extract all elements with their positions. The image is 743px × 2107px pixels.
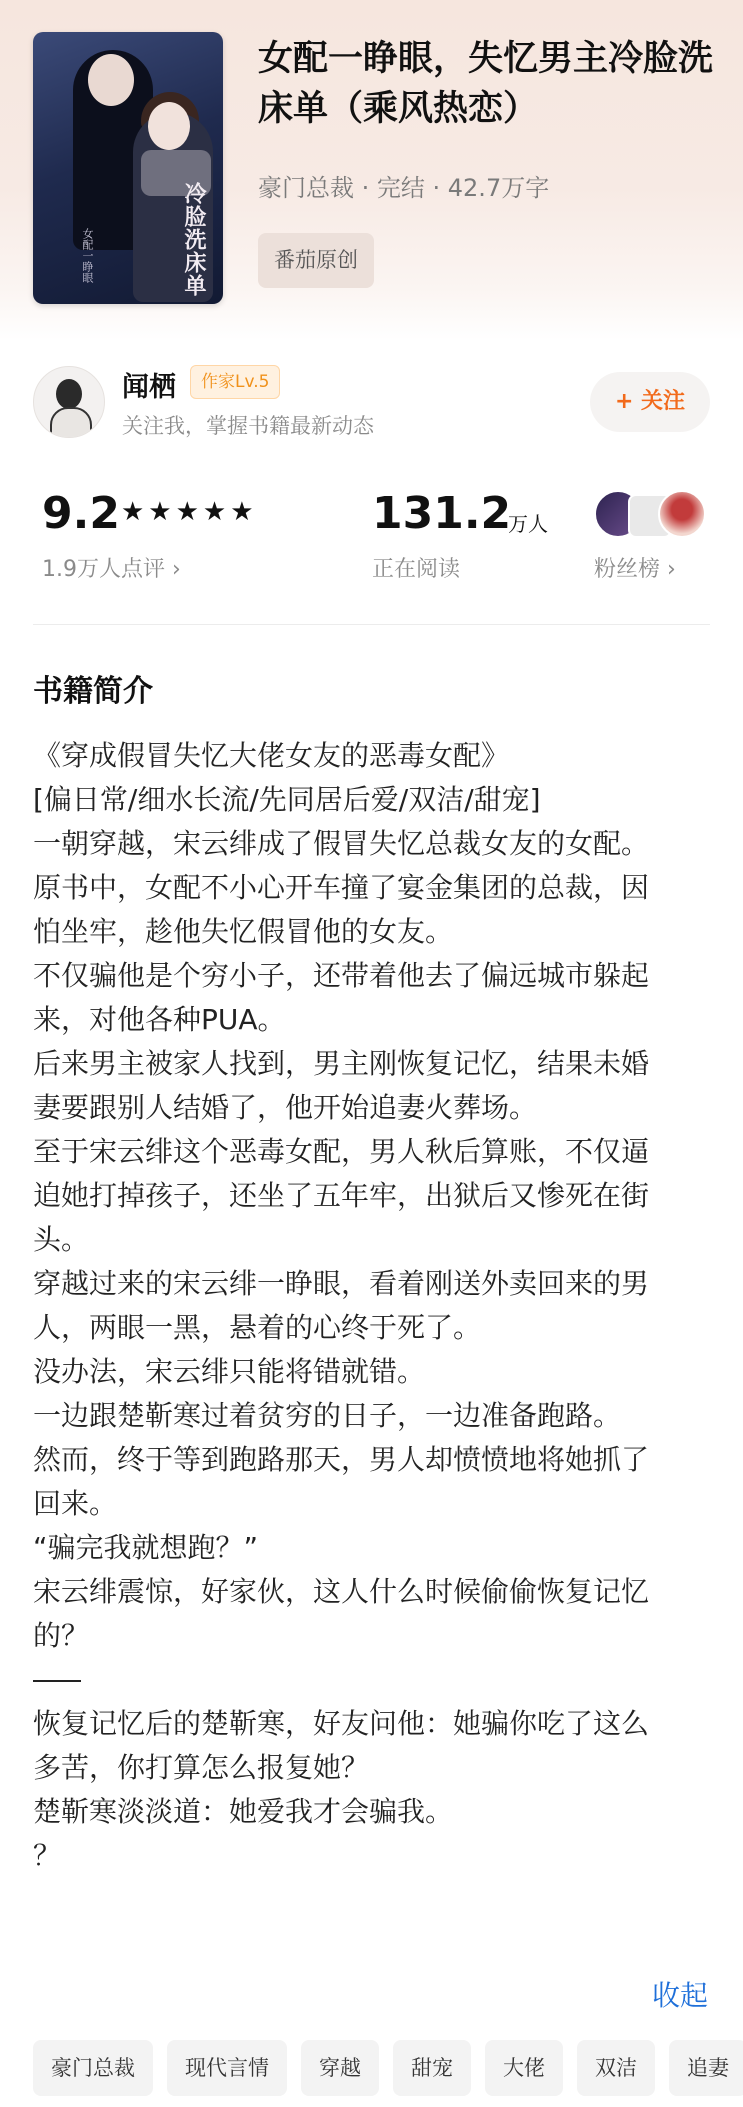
tag-item[interactable]: 现代言情 bbox=[167, 2040, 287, 2096]
intro-line: 原书中，女配不小心开车撞了宴金集团的总裁，因 bbox=[33, 871, 650, 904]
intro-line: “骗完我就想跑？” bbox=[33, 1531, 259, 1564]
intro-line: 来，对他各种PUA。 bbox=[33, 1003, 286, 1036]
cover-title: 冷脸洗床单 bbox=[181, 182, 206, 297]
tag-item[interactable]: 甜宠 bbox=[393, 2040, 471, 2096]
avatar-body bbox=[50, 407, 92, 438]
intro-line: 宋云绯震惊，好家伙，这人什么时候偷偷恢复记忆 bbox=[33, 1575, 650, 1608]
intro-line: 一边跟楚靳寒过着贫穷的日子，一边准备跑路。 bbox=[33, 1399, 622, 1432]
tag-item[interactable]: 追妻 bbox=[669, 2040, 743, 2096]
reading-label: 正在阅读 bbox=[372, 557, 461, 582]
author-name[interactable]: 闻栖 bbox=[122, 372, 176, 403]
follow-button[interactable]: + 关注 bbox=[590, 372, 710, 432]
cover-figure-woman-head bbox=[148, 102, 190, 150]
intro-line: 多苦，你打算怎么报复她？ bbox=[33, 1751, 370, 1784]
collapse-button[interactable]: 收起 bbox=[652, 1979, 709, 2012]
intro-line: 《穿成假冒失忆大佬女友的恶毒女配》 bbox=[33, 739, 510, 772]
intro-line: 后来男主被家人找到，男主刚恢复记忆，结果未婚 bbox=[33, 1047, 650, 1080]
rating-stars: ★★★★★ bbox=[121, 497, 258, 527]
intro-line: 然而，终于等到跑路那天，男人却愤愤地将她抓了 bbox=[33, 1443, 650, 1476]
author-avatar[interactable] bbox=[33, 366, 105, 438]
intro-line: 回来。 bbox=[33, 1487, 118, 1520]
intro-line: 楚靳寒淡淡道：她爱我才会骗我。 bbox=[33, 1795, 454, 1828]
dash-divider bbox=[33, 1680, 81, 1682]
intro-line: 至于宋云绯这个恶毒女配，男人秋后算账，不仅逼 bbox=[33, 1135, 650, 1168]
fans-rank-link[interactable]: 粉丝榜 › bbox=[594, 557, 676, 582]
intro-title: 书籍简介 bbox=[33, 674, 153, 709]
book-cover[interactable] bbox=[33, 32, 223, 304]
intro-text bbox=[33, 734, 717, 1878]
reading-count: 131.2 bbox=[372, 488, 512, 539]
intro-line: 头。 bbox=[33, 1223, 90, 1256]
intro-line: ？ bbox=[33, 1839, 62, 1872]
tag-item[interactable]: 豪门总裁 bbox=[33, 2040, 153, 2096]
intro-line: 没办法，宋云绯只能将错就错。 bbox=[33, 1355, 426, 1388]
intro-line: 一朝穿越，宋云绯成了假冒失忆总裁女友的女配。 bbox=[33, 827, 650, 860]
intro-line: 迫她打掉孩子，还坐了五年牢，出狱后又惨死在街 bbox=[33, 1179, 650, 1212]
intro-line: 的？ bbox=[33, 1619, 90, 1652]
tag-list bbox=[33, 2040, 743, 2096]
intro-line: 怕坐牢，趁他失忆假冒他的女友。 bbox=[33, 915, 454, 948]
fans-avatars[interactable] bbox=[594, 490, 704, 538]
book-title: 女配一睁眼，失忆男主冷脸洗床单（乘风热恋） bbox=[258, 39, 714, 129]
intro-separator bbox=[33, 1658, 717, 1702]
intro-line: 恢复记忆后的楚靳寒，好友问他：她骗你吃了这么 bbox=[33, 1707, 650, 1740]
reading-unit: 万人 bbox=[508, 512, 548, 536]
rating-score[interactable]: 9.2 bbox=[42, 488, 120, 539]
intro-line: 穿越过来的宋云绯一睁眼，看着刚送外卖回来的男 bbox=[33, 1267, 650, 1300]
cover-subtitle: 女配一睁眼 bbox=[81, 228, 94, 283]
tag-item[interactable]: 穿越 bbox=[301, 2040, 379, 2096]
intro-line: 不仅骗他是个穷小子，还带着他去了偏远城市躲起 bbox=[33, 959, 650, 992]
origin-tag[interactable]: 番茄原创 bbox=[258, 233, 374, 288]
tag-item[interactable]: 双洁 bbox=[577, 2040, 655, 2096]
intro-line: [偏日常/细水长流/先同居后爱/双洁/甜宠] bbox=[33, 783, 541, 816]
intro-line: 人，两眼一黑，悬着的心终于死了。 bbox=[33, 1311, 482, 1344]
cover-figure-man-head bbox=[88, 54, 134, 106]
book-meta: 豪门总裁 · 完结 · 42.7万字 bbox=[258, 174, 550, 202]
author-level-badge: 作家Lv.5 bbox=[190, 365, 280, 399]
rating-count-link[interactable]: 1.9万人点评 › bbox=[42, 557, 181, 582]
fan-avatar bbox=[658, 490, 706, 538]
tag-item[interactable]: 大佬 bbox=[485, 2040, 563, 2096]
author-description: 关注我，掌握书籍最新动态 bbox=[122, 414, 374, 438]
section-divider bbox=[33, 624, 710, 625]
intro-line: 妻要跟别人结婚了，他开始追妻火葬场。 bbox=[33, 1091, 538, 1124]
avatar-head bbox=[56, 379, 82, 409]
